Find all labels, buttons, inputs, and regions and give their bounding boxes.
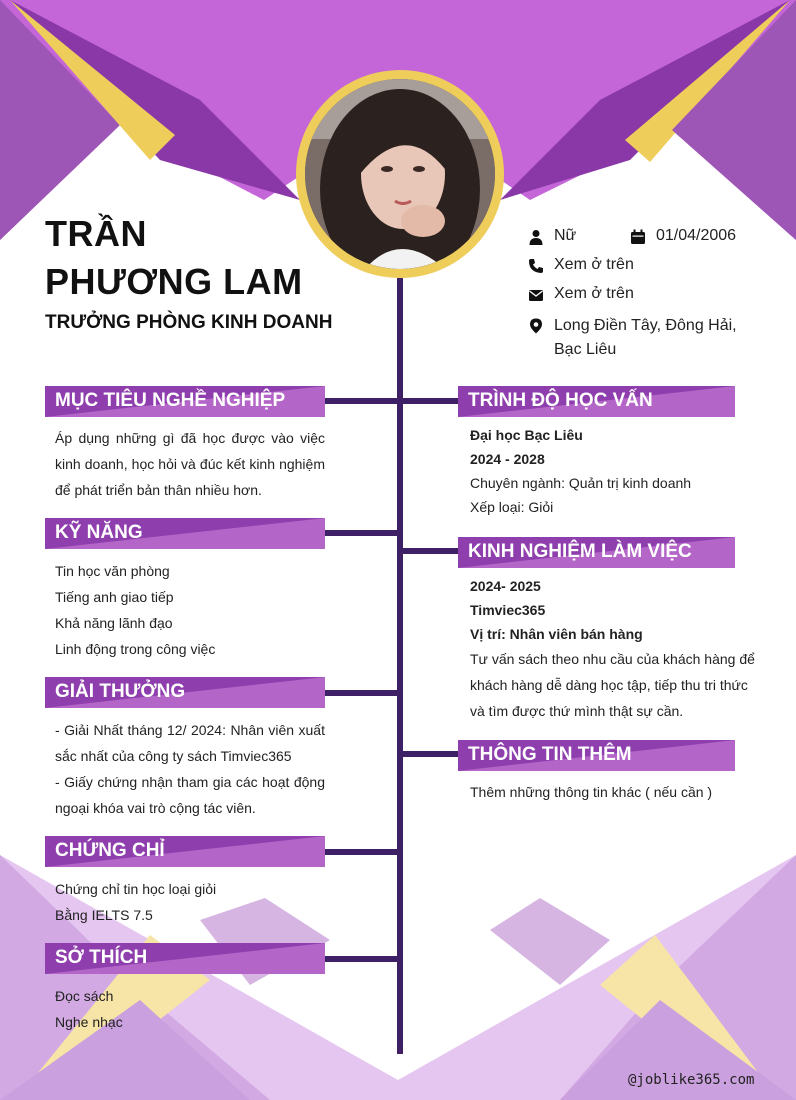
certificates-list <box>55 876 325 928</box>
experience-heading: KINH NGHIỆM LÀM VIỆC <box>468 541 692 562</box>
name-line-1: TRẦN <box>45 213 147 254</box>
hobbies-list <box>55 983 325 1035</box>
list-item: Khả năng lãnh đạo <box>55 615 173 631</box>
list-item: Tin học văn phòng <box>55 563 170 579</box>
phone-icon <box>528 258 544 274</box>
watermark: @joblike365.com <box>628 1072 755 1088</box>
education-period: 2024 - 2028 <box>470 451 545 467</box>
education-header <box>458 386 735 417</box>
person-icon <box>528 229 544 245</box>
birthday-value: 01/04/2006 <box>656 227 737 244</box>
contact-email <box>528 285 634 303</box>
list-item: - Giải Nhất tháng 12/ 2024: Nhân viên xuất sắc nhất của công ty sách Timviec365 <box>55 722 325 764</box>
objective-heading: MỤC TIÊU NGHỀ NGHIỆP <box>55 390 286 411</box>
list-item: - Giấy chứng nhận tham gia các hoạt động ngoại khóa vai trò cộng tác viên. <box>55 774 325 816</box>
objective-header <box>45 386 325 417</box>
candidate-name <box>45 210 303 306</box>
certificates-heading: CHỨNG CHỈ <box>55 840 165 861</box>
experience-content <box>470 574 758 724</box>
contact-address <box>528 314 768 362</box>
list-item: Linh động trong công việc <box>55 641 216 657</box>
contact-birthday <box>630 227 736 245</box>
contact-gender <box>528 227 576 245</box>
list-item: Nghe nhạc <box>55 1014 123 1030</box>
email-value: Xem ở trên <box>554 285 634 302</box>
skills-heading: KỸ NĂNG <box>55 522 143 543</box>
hobbies-header <box>45 943 325 974</box>
experience-position: Vị trí: Nhân viên bán hàng <box>470 626 643 642</box>
awards-heading: GIẢI THƯỞNG <box>55 681 186 702</box>
gender-value: Nữ <box>554 227 577 244</box>
job-title: TRƯỞNG PHÒNG KINH DOANH <box>45 312 333 333</box>
phone-value: Xem ở trên <box>554 256 634 273</box>
calendar-icon <box>630 229 646 245</box>
list-item: Chứng chỉ tin học loại giỏi <box>55 881 217 897</box>
skills-header <box>45 518 325 549</box>
awards-list <box>55 717 325 821</box>
certificates-header <box>45 836 325 867</box>
education-major: Chuyên ngành: Quản trị kinh doanh <box>470 475 692 491</box>
list-item: Bằng IELTS 7.5 <box>55 907 153 923</box>
list-item: Tiếng anh giao tiếp <box>55 589 174 605</box>
hobbies-heading: SỞ THÍCH <box>55 947 148 968</box>
map-pin-icon <box>528 318 544 334</box>
objective-text: Áp dụng những gì đã học được vào việc kinh doanh, học hỏi và đúc kết kinh nghiệm để phát triển bản thân nhiều hơn. <box>55 430 325 498</box>
experience-company: Timviec365 <box>470 602 546 618</box>
avatar <box>305 79 495 269</box>
extra-info-text: Thêm những thông tin khác ( nếu cần ) <box>470 784 713 800</box>
contact-phone <box>528 256 634 274</box>
skills-list <box>55 558 325 662</box>
envelope-icon <box>528 287 544 303</box>
awards-header <box>45 677 325 708</box>
experience-description: Tư vấn sách theo nhu cầu của khách hàng để khách hàng dễ dàng học tập, tiếp thu tri thức và tìm được thứ mình thật sự cần. <box>470 651 755 719</box>
experience-period: 2024- 2025 <box>470 578 541 594</box>
address-value: Long Điền Tây, Đông Hải, Bạc Liêu <box>554 317 737 358</box>
education-rank: Xếp loại: Giỏi <box>470 499 554 515</box>
experience-header <box>458 537 735 568</box>
education-school: Đại học Bạc Liêu <box>470 427 583 443</box>
extra-info-heading: THÔNG TIN THÊM <box>468 744 632 765</box>
name-line-2: PHƯƠNG LAM <box>45 261 303 302</box>
education-content <box>470 423 740 519</box>
extra-info-header <box>458 740 735 771</box>
education-heading: TRÌNH ĐỘ HỌC VẤN <box>468 390 653 411</box>
list-item: Đọc sách <box>55 988 114 1004</box>
